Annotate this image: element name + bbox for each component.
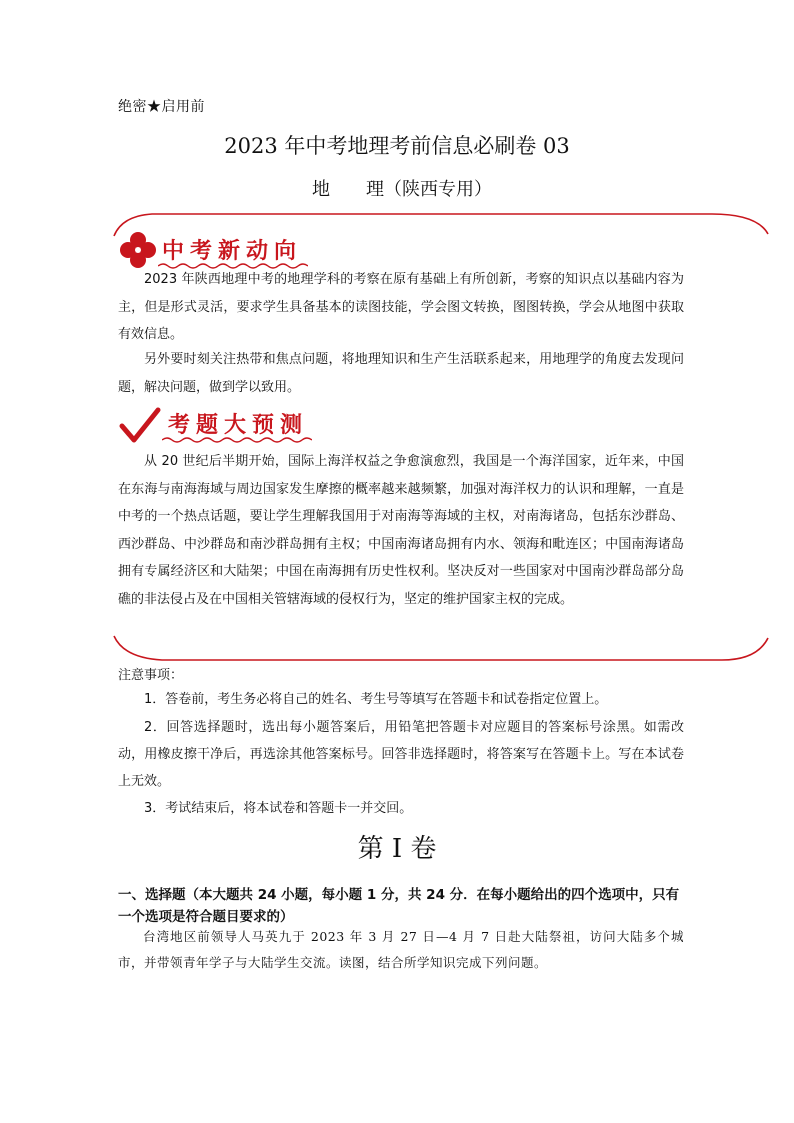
exam-title: 2023 年中考地理考前信息必刷卷 03: [224, 134, 570, 158]
section2-heading: 考题大预测: [168, 413, 309, 438]
notice-item-2: 2．回答选择题时，选出每小题答案后，用铅笔把答题卡对应题目的答案标号涂黑。如需改动，用橡皮擦干净后，再选涂其他答案标号。回答非选择题时，将答案写在答题卡上。写在本试卷上无效。: [118, 720, 684, 789]
clover-icon: [118, 230, 158, 270]
exam-subtitle: 地 理（陕西专用）: [312, 179, 492, 200]
notice-title: 注意事项：: [118, 668, 184, 683]
section1-paragraph-2: 另外要时刻关注热带和焦点问题，将地理知识和生产生活联系起来，用地理学的角度去发现问题，解决问题，做到学以致用。: [118, 352, 684, 395]
section-frame-bottom: [112, 632, 772, 666]
notice-item-1: 1．答卷前，考生务必将自己的姓名、考生号等填写在答题卡和试卷指定位置上。: [144, 692, 608, 707]
question-section-heading: 一、选择题（本大题共 24 小题，每小题 1 分，共 24 分．在每小题给出的四个选项中，只有一个选项是符合题目要求的）: [118, 887, 680, 925]
section1-heading: 中考新动向: [162, 239, 303, 264]
volume-heading: 第 I 卷: [357, 834, 437, 864]
notice-item-3: 3．考试结束后，将本试卷和答题卡一并交回。: [144, 801, 413, 816]
secret-label: 绝密★启用前: [118, 99, 205, 115]
section2-header: [118, 404, 318, 446]
section2-paragraph: 从 20 世纪后半期开始，国际上海洋权益之争愈演愈烈，我国是一个海洋国家，近年来，中国在东海与南海海域与周边国家发生摩擦的概率越来越频繁，加强对海洋权力的认识和理解，一直是中考的一个热点话题，要让学生理解我国用于对南海等海域的主权，对南海诸岛，包括东沙群岛、西沙群岛、中沙群岛和南沙群岛拥有主权；中国南海诸岛拥有内水、领海和毗连区；中国南海诸岛拥有专属经济区和大陆架；中国在南海拥有历史性权利。坚决反对一些国家对中国南沙群岛部分岛礁的非法侵占及在中国相关管辖海域的侵权行为，坚定的维护国家主权的完成。: [118, 454, 684, 607]
checkmark-icon: [118, 406, 162, 446]
question-intro: 台湾地区前领导人马英九于 2023 年 3 月 27 日—4 月 7 日赴大陆祭祖，访问大陆多个城市，并带领青年学子与大陆学生交流。读图，结合所学知识完成下列问题。: [118, 929, 684, 970]
wave-underline: [162, 436, 312, 444]
section1-header: [118, 230, 318, 270]
section1-paragraph-1: 2023 年陕西地理中考的地理学科的考察在原有基础上有所创新，考察的知识点以基础内容为主，但是形式灵活，要求学生具备基本的读图技能，学会图文转换，图图转换，学会从地图中获取有效信息。: [118, 272, 684, 342]
